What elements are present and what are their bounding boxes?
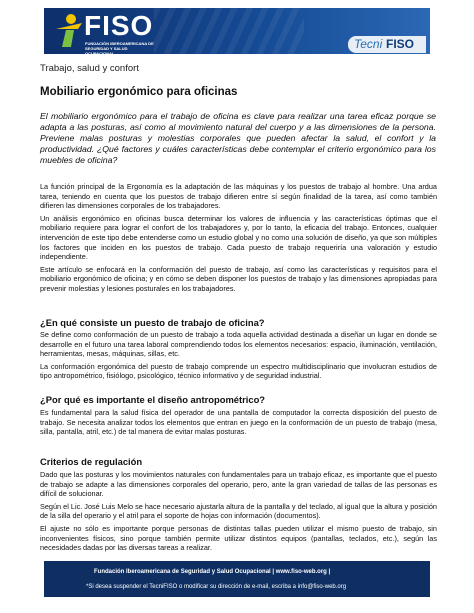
- section-heading: Criterios de regulación: [40, 456, 143, 467]
- page-title: Mobiliario ergonómico para oficinas: [40, 86, 238, 98]
- header-banner: [44, 8, 430, 54]
- body-block-main: [40, 182, 437, 297]
- fiso-label: FISO: [386, 37, 415, 51]
- body-paragraph: Se define como conformación de un puesto de trabajo a toda aquella actividad destinada a diseñar un lugar en donde se desarrolle en el futuro una tarea laboral comprendiendo todos los elementos necesarios: espacio, iluminación, ventilación, herramientas, mesas, máquinas, sillas, etc.: [40, 330, 437, 359]
- body-paragraph: Un análisis ergonómico en oficinas busca determinar los valores de influencia y las características óptimas que el mobiliario requiere para lograr el confort de los trabajadores y, por lo tanto, la eficacia del trabajo. Entonces, cualquier intervención de este tipo debe entenderse como un estudio global y no como una solución de diseño, ya que son múltiples los factores que inciden en los puestos de trabajo. Cada puesto de trabajo requeriría una valoración y estudio independiente.: [40, 213, 437, 262]
- footer-banner: [44, 561, 430, 597]
- body-paragraph: La conformación ergonómica del puesto de trabajo comprende un espectro multidisciplinario que involucran estudios de tipo antropométrico, fisiólogo, psicológico, técnico informativo y de seguridad industrial.: [40, 361, 437, 381]
- body-paragraph: Este artículo se enfocará en la conformación del puesto de trabajo, así como las características y requisitos para el mobiliario ergonómico de oficina; y en cómo se deben disponer los puestos de trabajo y las dimensiones apropiadas para prevenir molestias y lesiones posturales en los trabajadores.: [40, 264, 437, 293]
- section-body: [40, 330, 437, 384]
- section-body: [40, 470, 437, 556]
- tecnifiso-badge: [348, 36, 426, 53]
- section-label: Trabajo, salud y confort: [40, 63, 139, 74]
- body-paragraph: Según el Lic. José Luis Melo se hace necesario ajustarla altura de la pantalla y del teclado, al igual que la altura y posición de la silla del operario y el atril para el soporte de hojas con información (documentos).: [40, 501, 437, 521]
- intro-paragraph: El mobiliario ergonómico para el trabajo de oficina es clave para realizar una tarea eficaz porque se adapta a las posturas, así como al movimiento natural del cuerpo y a las dimensiones de la persona. Previene malas posturas y molestias corporales que pueden afectar la salud, el confort y la productividad. ¿Qué factores y cuáles características debe contemplar el criterio ergonómico para los muebles de oficina?: [40, 111, 436, 166]
- header-decoration: [154, 8, 304, 54]
- body-paragraph: El ajuste no sólo es importante porque personas de distintas tallas pueden utilizar el mismo puesto de trabajo, sin inconvenientes físicos, sino porque también permite utilizar distintos equipos (pantallas, teclados, etc.), según las necesidades dadas por las diversas tareas a realizar.: [40, 523, 437, 553]
- body-paragraph: La función principal de la Ergonomía es la adaptación de las máquinas y los puestos de trabajo al hombre. Una ardua tarea, teniendo en cuenta que los puestos de trabajo difieren entre sí según finalidad de la tarea, así como también difieren las dimensiones corporales de los trabajadores.: [40, 182, 437, 211]
- logo-text: FISO: [84, 10, 154, 41]
- section-heading: ¿En qué consiste un puesto de trabajo de oficina?: [40, 317, 265, 328]
- body-paragraph: Dado que las posturas y los movimientos naturales con fundamentales para un trabajo eficaz, es importante que el puesto de trabajo se adapte a las dimensiones corporales del operario, pero, ante la gran variedad de tallas de las personas es difícil de solucionar.: [40, 470, 437, 499]
- section-body: [40, 408, 437, 440]
- footer-unsubscribe-line: *Si desea suspender el TecniFISO o modificar su dirección de e-mail, escriba a info@fiso-web.org: [86, 584, 347, 590]
- section-heading: ¿Por qué es importante el diseño antropométrico?: [40, 394, 266, 405]
- logo-subtitle: FUNDACIÓN IBEROAMERICANA DE SEGURIDAD Y SALUD OCUPACIONAL: [85, 41, 154, 54]
- tecni-label: Tecni: [354, 37, 383, 51]
- body-paragraph: Es fundamental para la salud física del operador de una pantalla de computador la correcta disposición del puesto de trabajo. Se necesita analizar todos los elementos que entran en juego en la conformación de un puesto de trabajo (mesa, silla, pantalla, atril, etc.) de tal manera de evitar malas posturas.: [40, 408, 437, 437]
- footer-org-line: Fundación Iberoamericana de Seguridad y Salud Ocupacional | www.fiso-web.org |: [94, 569, 331, 575]
